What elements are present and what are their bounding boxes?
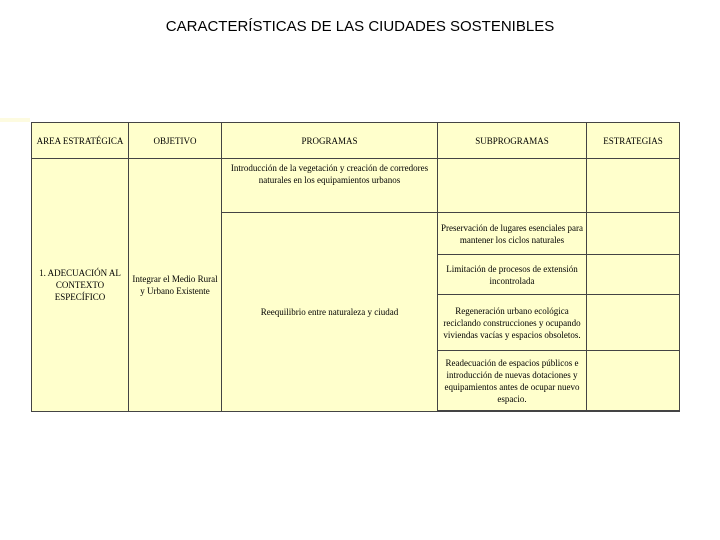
subprograma-cell: Regeneración urbano ecológica reciclando construcciones y ocupando viviendas vacías y espacios obsoletos. [438, 295, 587, 351]
estrategia-cell [587, 159, 680, 213]
header-subprogramas: SUBPROGRAMAS [438, 123, 587, 159]
subprograma-cell: Preservación de lugares esenciales para mantener los ciclos naturales [438, 213, 587, 255]
header-objetivo: OBJETIVO [129, 123, 222, 159]
subprograma-cell [438, 159, 587, 213]
estrategia-cell [587, 295, 680, 351]
estrategia-cell [587, 213, 680, 255]
estrategia-cell [587, 255, 680, 295]
estrategia-cell [587, 411, 680, 412]
strategy-table [31, 122, 680, 412]
header-row [32, 123, 680, 159]
slide-title: CARACTERÍSTICAS DE LAS CIUDADES SOSTENIBLES [165, 18, 555, 35]
subprograma-cell: Readecuación de espacios públicos e introducción de nuevas dotaciones y equipamientos antes de ocupar nuevo espacio. [438, 351, 587, 411]
programa-cell: Reequilibrio entre naturaleza y ciudad [222, 213, 438, 412]
area-cell: 1. ADECUACIÓN AL CONTEXTO ESPECÍFICO [32, 159, 129, 412]
estrategia-cell [587, 351, 680, 411]
slide-edge-mark [0, 118, 30, 122]
subprograma-cell [438, 411, 587, 412]
programa-cell: Introducción de la vegetación y creación de corredores naturales en los equipamientos urbanos [222, 159, 438, 213]
objetivo-cell: Integrar el Medio Rural y Urbano Existente [129, 159, 222, 412]
table-row [32, 159, 680, 213]
header-estrategias: ESTRATEGIAS [587, 123, 680, 159]
subprograma-cell: Limitación de procesos de extensión incontrolada [438, 255, 587, 295]
header-programas: PROGRAMAS [222, 123, 438, 159]
header-area: AREA ESTRATÉGICA [32, 123, 129, 159]
